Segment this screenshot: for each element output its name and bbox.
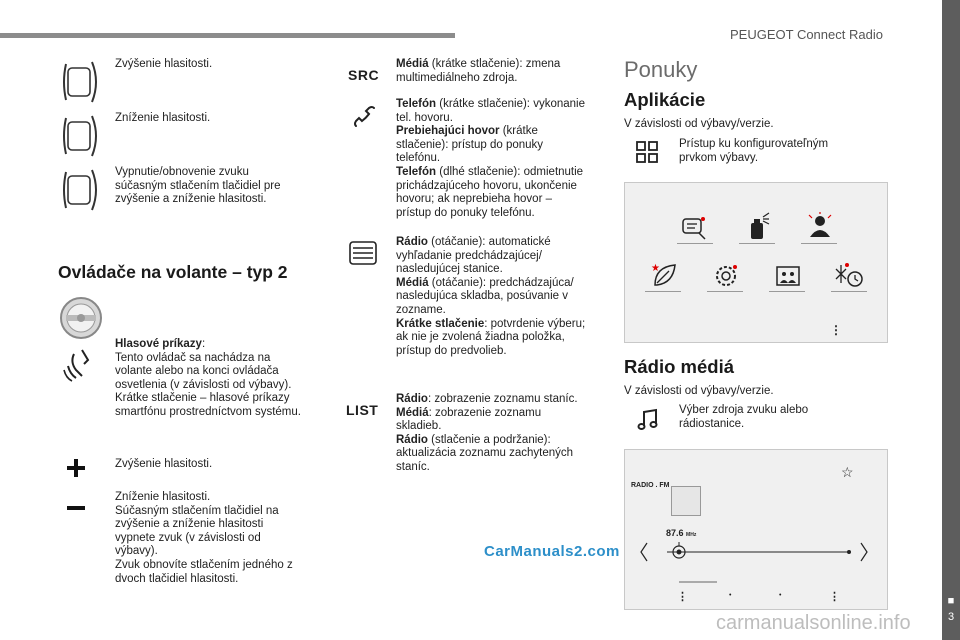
page-header: PEUGEOT Connect Radio [730, 27, 883, 42]
bold-term: Prebiehajúci hovor [396, 125, 500, 138]
text-line: skladieb. [396, 420, 442, 433]
band-label: RADIO . FM [631, 482, 670, 489]
text-span: : zobrazenie zoznamu [428, 406, 542, 419]
list-text [396, 393, 578, 475]
text-line: prístup do ponuky telefónu. [396, 206, 535, 219]
mute-text [115, 166, 281, 207]
radio-intro: V závislosti od výbavy/verzie. [624, 385, 774, 397]
text-line: staníc. [396, 460, 430, 473]
tile-underline [831, 291, 867, 292]
src-text [396, 58, 560, 85]
text-line: zozname. [396, 303, 446, 316]
text-line: Zvuk obnovíte stlačením jedného z [115, 558, 293, 571]
text-span: : [201, 338, 206, 350]
steering-wheel-icon [58, 295, 104, 341]
text-line [396, 407, 578, 421]
voice-command-text [115, 338, 301, 420]
text-line: aktualizácia zoznamu zachytených [396, 447, 574, 460]
text-line: ak nie je zvolená žiadna položka, [396, 331, 565, 344]
side-tab [942, 0, 960, 640]
bold-term: Telefón [396, 98, 437, 110]
text-line: vyhľadanie predchádzajúcej/ [396, 249, 542, 262]
more-options-icon[interactable]: ⋮ [829, 591, 840, 603]
apps-desc [679, 138, 828, 165]
music-note-icon [636, 408, 660, 432]
steering-control-icon [58, 58, 102, 106]
phone-icon [352, 104, 378, 130]
text-line [396, 318, 585, 332]
text-line [396, 236, 585, 250]
radio-screen [624, 449, 888, 610]
text-span: (krátke stlačenie): zmena [428, 58, 561, 70]
text-line: Zníženie hlasitosti. [115, 491, 211, 503]
page-number: 3 [947, 611, 955, 623]
text-line [396, 125, 585, 139]
favorite-star-icon[interactable]: ☆ [841, 464, 854, 480]
text-line: Prístup ku konfigurovateľným [679, 138, 829, 150]
text-span: : zobrazenie zoznamu staníc. [427, 393, 578, 405]
tile-underline [707, 291, 743, 292]
side-bullet: ■ [947, 595, 955, 607]
apps-title: Aplikácie [624, 89, 706, 110]
tile-underline [801, 243, 837, 244]
text-line [396, 166, 585, 180]
text-line: hovoru; ak neprebieha hovor – [396, 193, 552, 206]
steering-control-icon [58, 112, 102, 160]
text-line: zvýšenie a zníženie hlasitosti [115, 518, 264, 531]
text-line: prichádzajúceho hovoru, ukončenie [396, 179, 577, 192]
text-line [396, 434, 578, 448]
thumbwheel-text [396, 236, 585, 358]
text-line: vypnete zvuk (v závislosti od [115, 531, 261, 544]
svg-text:★: ★ [651, 263, 660, 274]
plus-icon [66, 458, 86, 478]
tab-indicator [679, 581, 717, 583]
text-line: Výber zdroja zvuku alebo [679, 404, 809, 416]
text-line: výbavy). [115, 545, 158, 558]
minus-icon [66, 503, 86, 513]
text-span: (otáčanie): predchádzajúca/ [428, 276, 574, 289]
bold-term: Médiá [396, 276, 429, 289]
watermark-carmanuals2: CarManuals2.com [484, 543, 620, 560]
freq-number: 87.6 [666, 528, 684, 538]
text-line: prístup do predvolieb. [396, 344, 507, 357]
voice-command-icon [62, 348, 96, 382]
bold-term: Médiá [396, 406, 429, 419]
text-line: zvýšenie a zníženie hlasitosti. [115, 193, 267, 206]
vol-up-text: Zvýšenie hlasitosti. [115, 58, 213, 70]
text-span: (dlhé stlačenie): odmietnutie [436, 165, 584, 178]
apps-screen [624, 182, 888, 343]
bold-term: Hlasové príkazy [115, 338, 202, 350]
climate-timer-icon [833, 261, 865, 291]
text-span: (otáčanie): automatické [427, 236, 551, 248]
page-dot-icon: • [729, 592, 732, 599]
text-line: Vypnutie/obnovenie zvuku [115, 166, 249, 178]
text-line: rádiostanice. [679, 417, 745, 430]
bold-term: Médiá [396, 58, 429, 70]
menu-title: Ponuky [624, 57, 698, 82]
text-line [396, 98, 585, 112]
frequency-value [666, 528, 696, 538]
text-span: : potvrdenie výberu; [484, 317, 586, 330]
thumbwheel-icon [348, 238, 378, 268]
radio-media-title: Rádio médiá [624, 356, 734, 377]
bold-term: Telefón [396, 165, 437, 178]
page-dot-icon: • [779, 592, 782, 599]
watermark-carmanualsonline: carmanualsonline.info [716, 612, 911, 634]
tile-underline [739, 243, 775, 244]
text-span: (krátke [499, 125, 538, 138]
text-line: dvoch tlačidiel hlasitosti. [115, 572, 239, 585]
tile-underline [677, 243, 713, 244]
album-art [671, 486, 701, 516]
text-line [115, 338, 301, 352]
plus-text: Zvýšenie hlasitosti. [115, 458, 213, 470]
text-span: (krátke stlačenie): vykonanie [436, 98, 585, 110]
text-line [396, 58, 560, 72]
eco-leaf-icon [649, 261, 679, 291]
text-line: prvkom výbavy. [679, 151, 759, 164]
text-line [396, 393, 578, 407]
driver-profile-icon [805, 211, 835, 241]
text-line [396, 277, 585, 291]
section-title: Ovládače na volante – typ 2 [58, 262, 288, 282]
text-line: nasledujúca skladba, posúvanie v [396, 290, 568, 303]
text-line: nasledujúcej stanice. [396, 263, 503, 276]
more-options-icon[interactable]: ⋮ [830, 323, 842, 337]
src-label: SRC [348, 67, 380, 83]
frequency-slider[interactable] [635, 538, 879, 568]
text-line: stlačenie): prístup do ponuky [396, 138, 544, 151]
apps-intro: V závislosti od výbavy/verzie. [624, 118, 774, 130]
radio-desc [679, 404, 808, 431]
menu-dots-icon[interactable]: ⋮ [677, 591, 688, 603]
bold-term: Rádio [396, 433, 428, 446]
text-line: tel. hovoru. [396, 111, 453, 124]
text-span: (stlačenie a podržanie): [427, 433, 551, 446]
text-line: osvetlenia (v závislosti od výbavy). [115, 378, 292, 391]
bold-term: Rádio [396, 236, 428, 248]
text-line: Tento ovládač sa nachádza na [115, 351, 271, 364]
text-line: multimediálneho zdroja. [396, 71, 518, 84]
vol-down-text: Zníženie hlasitosti. [115, 112, 211, 124]
phone-text [396, 98, 585, 220]
apps-grid-icon [636, 141, 658, 163]
connected-services-icon [679, 213, 709, 241]
top-rule [0, 33, 455, 38]
tile-underline [645, 291, 681, 292]
text-line: volante alebo na konci ovládača [115, 365, 279, 378]
freq-unit: MHz [686, 532, 697, 538]
steering-control-icon [58, 166, 102, 214]
text-line: smartfónu prostredníctvom systému. [115, 405, 301, 418]
text-line: telefónu. [396, 152, 441, 165]
text-line: súčasným stlačením tlačidiel pre [115, 179, 281, 192]
text-line: Krátke stlačenie – hlasové príkazy [115, 392, 290, 405]
list-label: LIST [346, 402, 379, 418]
tile-underline [769, 291, 805, 292]
bold-term: Rádio [396, 393, 428, 405]
photo-gallery-icon [773, 261, 803, 291]
minus-text [115, 491, 293, 586]
bold-term: Krátke stlačenie [396, 317, 485, 330]
text-line: Súčasným stlačením tlačidiel na [115, 504, 279, 517]
settings-gear-icon [711, 261, 741, 291]
fragrance-icon [745, 211, 771, 241]
